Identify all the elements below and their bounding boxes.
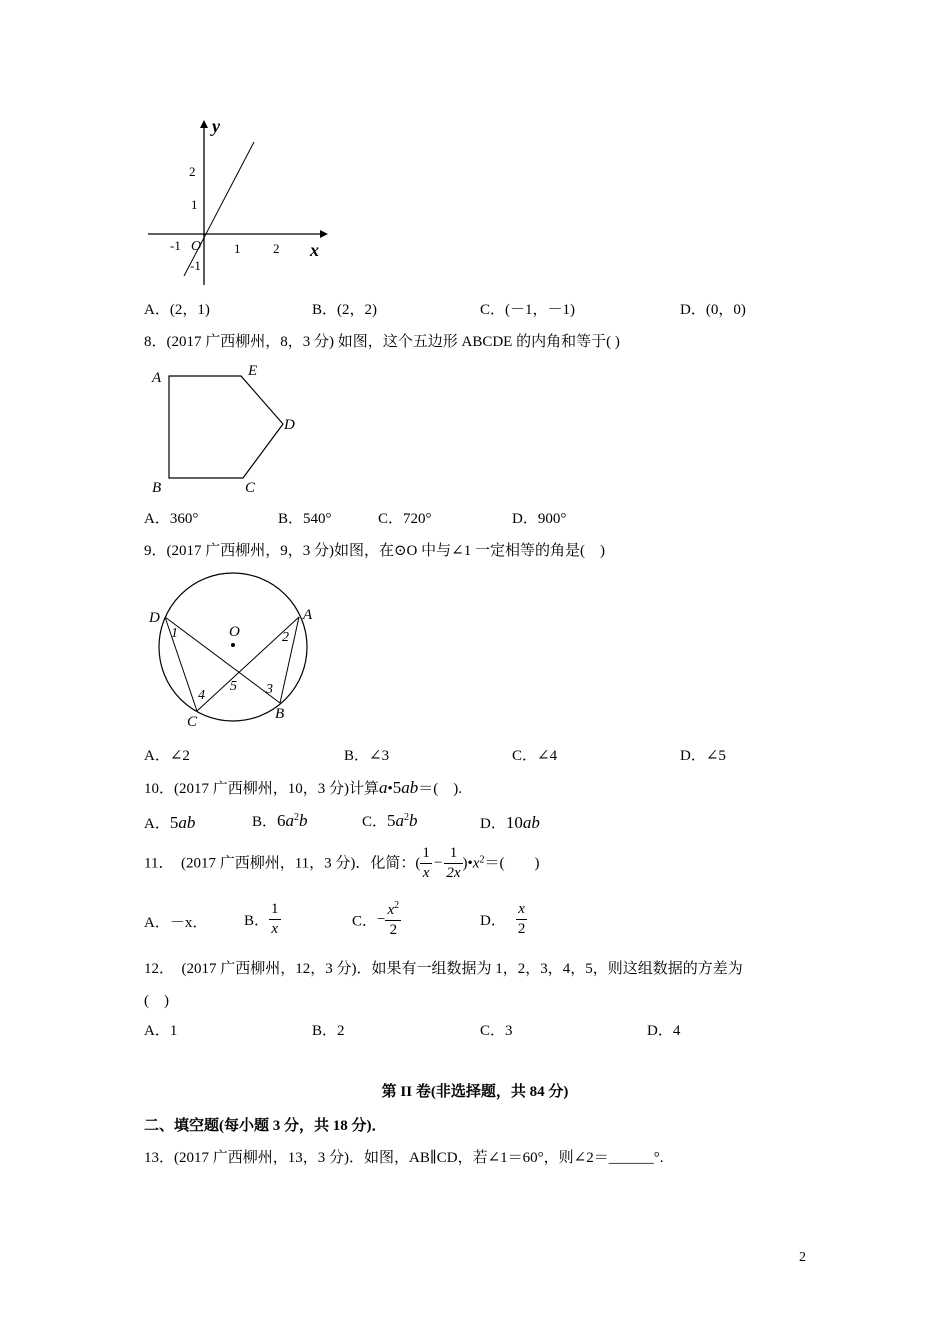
angle-1: 1 [171, 626, 178, 641]
label-C: C [245, 480, 256, 496]
section-subtitle: 二、填空题(每小题 3 分，共 18 分)． [144, 1118, 387, 1134]
q9-option-d: D．∠5 [680, 748, 726, 764]
q8-stem: 8．(2017 广西柳州，8，3 分) 如图，这个五边形 ABCDE 的内角和等于( ) [144, 334, 620, 350]
q11-option-d: D． $\frac{x}{2}$ [480, 901, 526, 937]
q10-option-d: D．10ab [480, 813, 540, 832]
q7-option-b: B．(2，2) [312, 302, 377, 318]
q8-option-c: C．720° [378, 511, 432, 527]
q8-pentagon-figure [145, 360, 305, 500]
q7-option-a: A．(2，1) [144, 302, 210, 318]
x-tick-1: 1 [234, 241, 241, 256]
angle-3: 3 [266, 682, 273, 697]
y-tick-neg1: -1 [190, 258, 201, 273]
q12-stem: 12． (2017 广西柳州，12，3 分)．如果有一组数据为 1，2，3，4，5，则这组数据的方差为 [144, 961, 743, 977]
q9-option-a: A．∠2 [144, 748, 190, 764]
angle-4: 4 [198, 688, 205, 703]
q12-option-d: D．4 [647, 1023, 681, 1039]
q11-frac-2: $\frac{1}{2x}$ [446, 845, 461, 881]
origin-label: O [191, 239, 202, 254]
q7-graph [140, 110, 340, 290]
q8-option-d: D．900° [512, 511, 567, 527]
q11-stem: 11． (2017 广西柳州，11，3 分)．化简：( $\frac{1}{x}$ − $\frac{1}{2x}$ )$•x^2=$( ) [144, 845, 540, 881]
page-number: 2 [799, 1250, 806, 1265]
y-label: y [212, 116, 220, 136]
label-O: O [229, 624, 240, 640]
label-D: D [284, 417, 295, 433]
q10-option-a: A．5ab [144, 813, 196, 832]
q13-stem: 13．(2017 广西柳州，13，3 分)．如图，AB∥CD，若∠1＝60°，则∠2＝______°. [144, 1150, 664, 1166]
label-A: A [303, 607, 313, 623]
q12-option-c: C．3 [480, 1023, 513, 1039]
x-label: x [310, 240, 319, 260]
label-C: C [187, 714, 198, 730]
pentagon [169, 376, 283, 478]
center-dot [231, 643, 235, 647]
q11-option-a: A．－x． [144, 915, 208, 931]
q10-option-c: C．$5a^2b$ [362, 811, 418, 830]
chord-dc [165, 617, 197, 711]
q11-option-b: B． $\frac{1}{x}$ [244, 901, 279, 937]
angle-5: 5 [230, 679, 237, 694]
x-axis-arrow [320, 230, 328, 238]
q7-option-c: C．(－1，－1) [480, 302, 575, 318]
q11-frac-1: $\frac{1}{x}$ [422, 845, 430, 881]
q8-option-b: B．540° [278, 511, 332, 527]
q9-stem: 9．(2017 广西柳州，9，3 分)如图，在⊙O 中与∠1 一定相等的角是( ) [144, 543, 605, 559]
label-A: A [152, 370, 162, 386]
angle-2: 2 [282, 630, 289, 645]
label-E: E [248, 363, 258, 379]
y-tick-2: 2 [189, 164, 196, 179]
x-tick-neg1: -1 [170, 238, 181, 253]
q7-option-d: D．(0，0) [680, 302, 746, 318]
q9-circle-figure [145, 565, 330, 735]
label-B: B [152, 480, 162, 496]
y-axis-arrow [200, 120, 208, 128]
label-B: B [275, 706, 285, 722]
label-D: D [149, 610, 160, 626]
q12-option-a: A．1 [144, 1023, 178, 1039]
q12-option-b: B．2 [312, 1023, 345, 1039]
section-title: 第 II 卷(非选择题，共 84 分) [381, 1084, 569, 1100]
x-tick-2: 2 [273, 241, 280, 256]
q10-option-b: B．$6a^2b$ [252, 811, 308, 830]
chord-db [165, 617, 280, 703]
q11-option-c: C．− $\frac{x^2}{2}$ [352, 900, 400, 938]
q9-option-b: B．∠3 [344, 748, 390, 764]
q10-stem: 10．(2017 广西柳州，10，3 分)计算a•5ab＝( ). [144, 778, 463, 797]
y-tick-1: 1 [191, 197, 198, 212]
q8-option-a: A．360° [144, 511, 199, 527]
q12-paren: ( ) [144, 993, 169, 1009]
q9-option-c: C．∠4 [512, 748, 558, 764]
